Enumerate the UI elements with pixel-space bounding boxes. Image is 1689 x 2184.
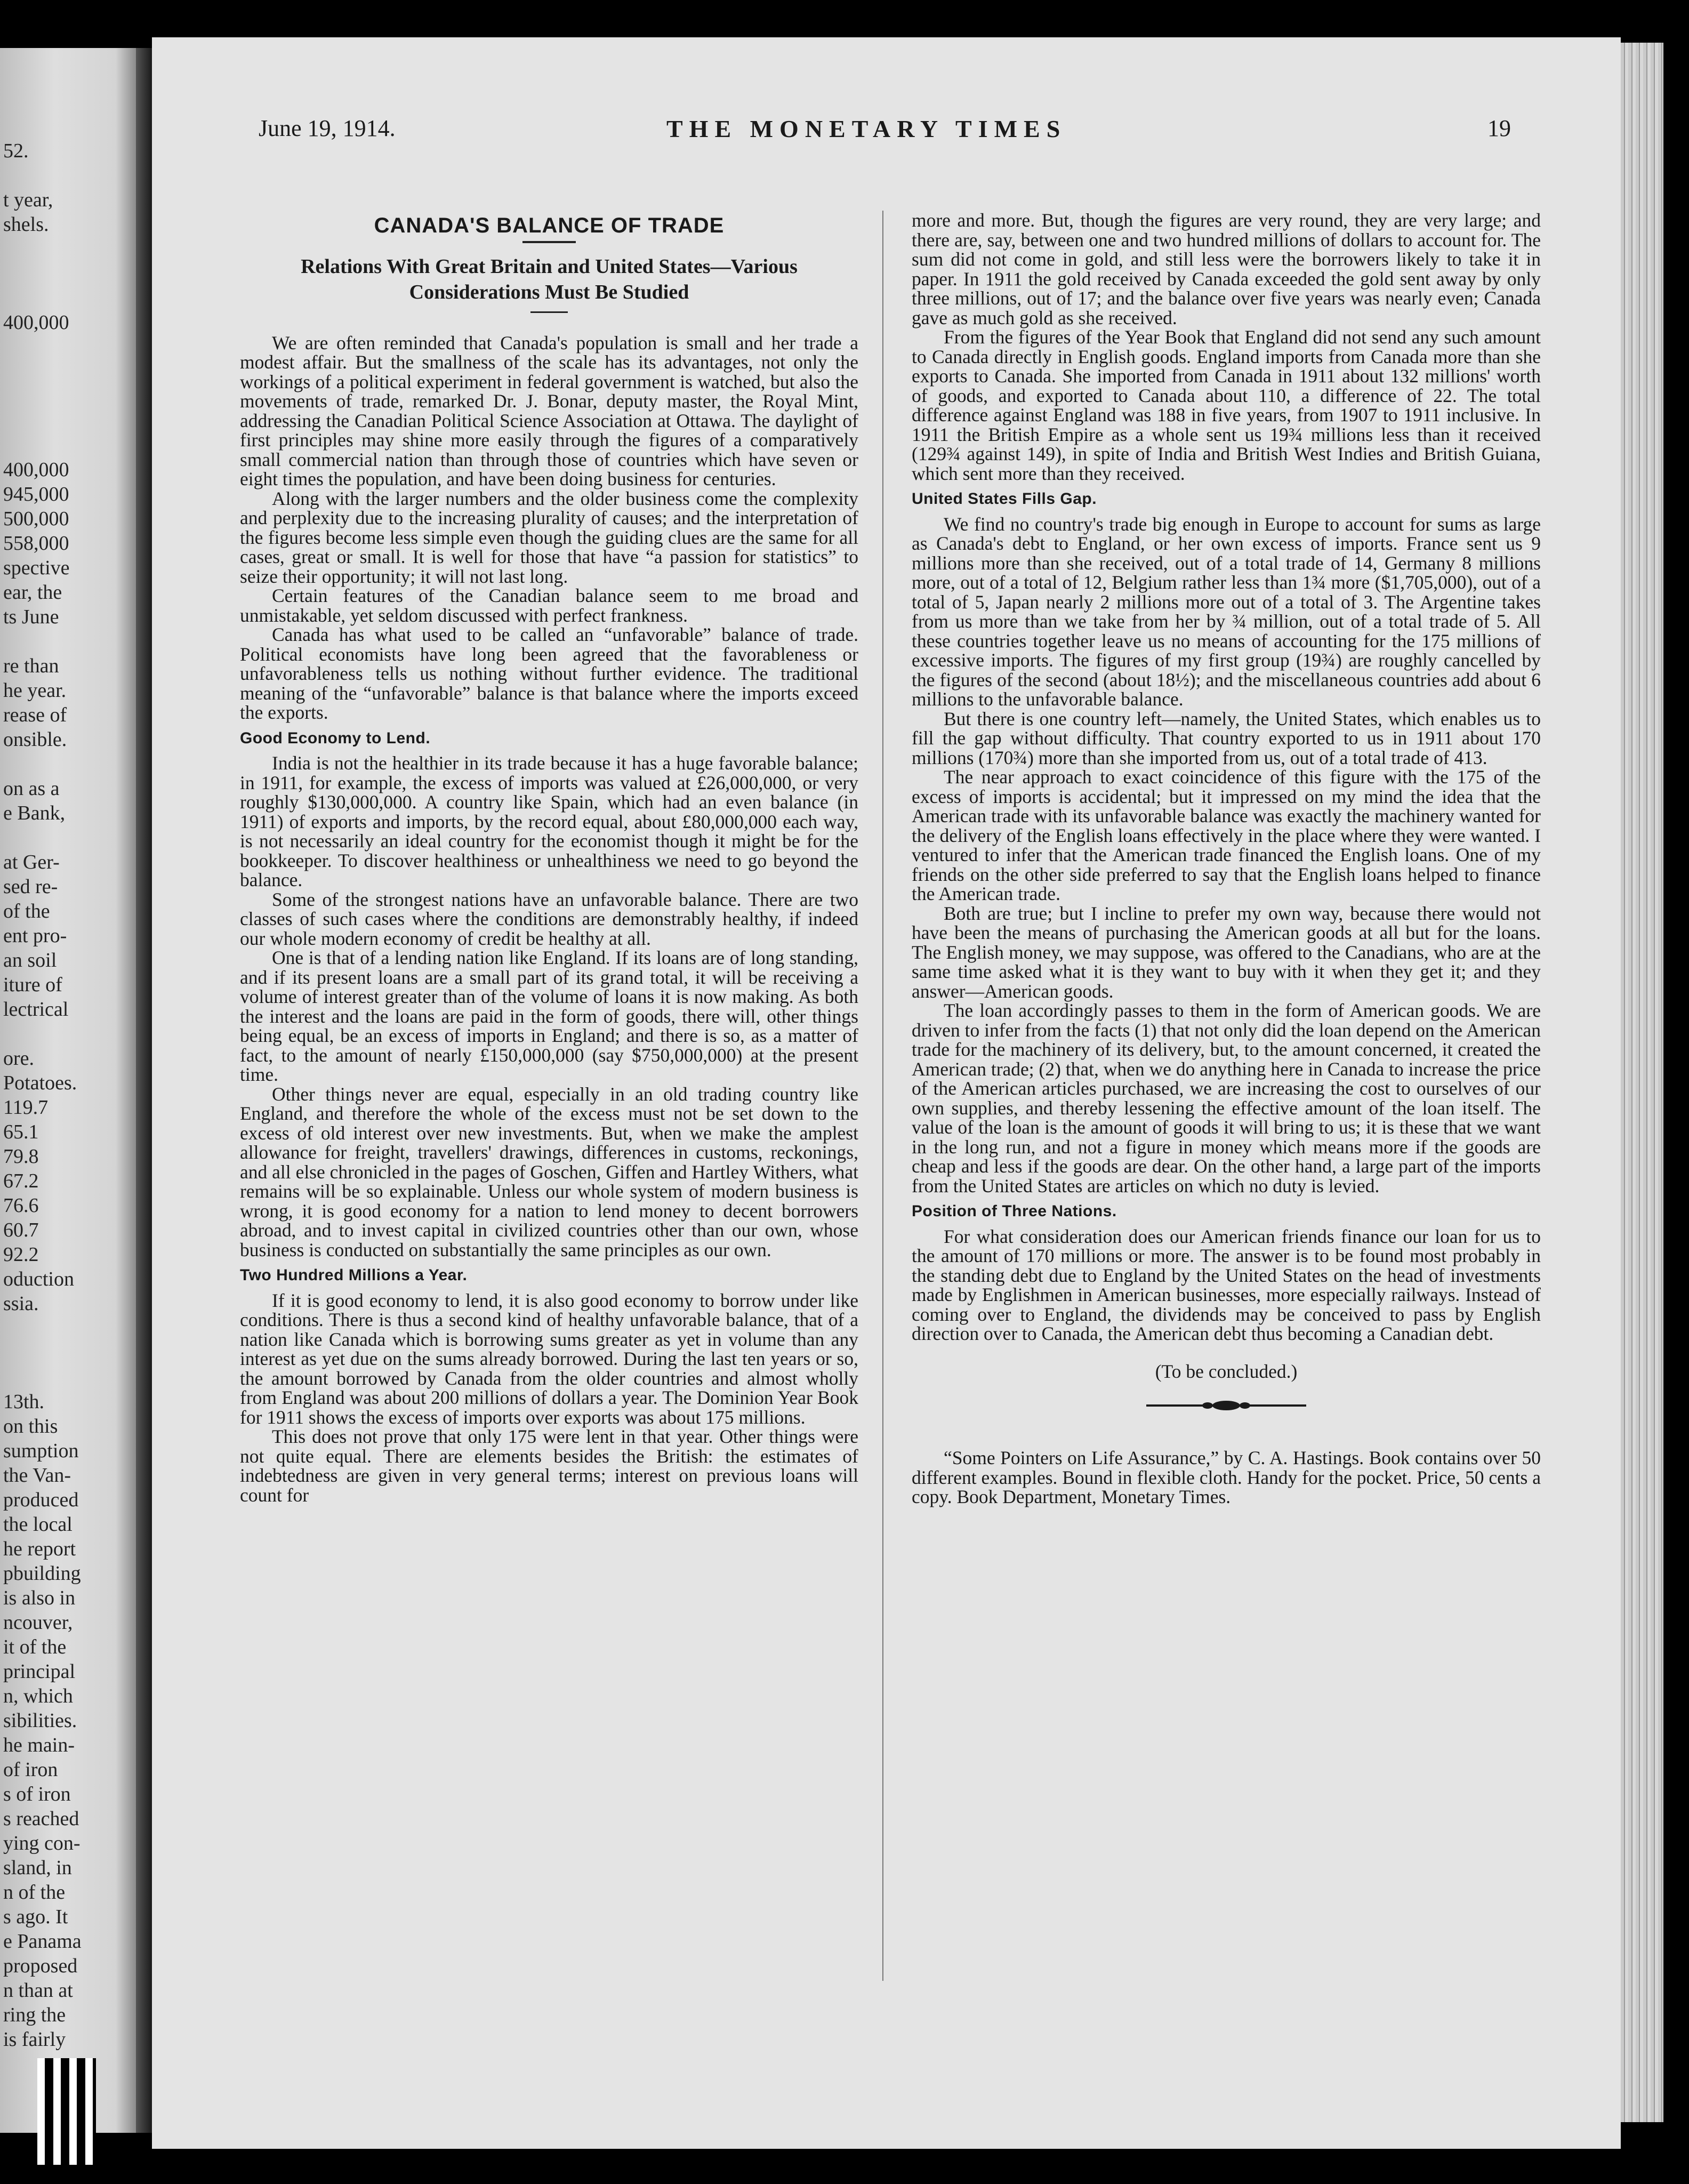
article-paragraph: If it is good economy to lend, it is also good economy to borrow under like conditions. There is thus a second kind of healthy unfavorable balance, that of a nation like Canada which is borrowing sums greater as yet in volume than any interest as yet due on the sums already borrowed. During the last ten years or so, the amount borrowed by Canada from the older countries and almost wholly from England was about 200 millions of dollars a year. The Dominion Year Book for 1911 shows the excess of imports over exports was about 175 millions. — [240, 1289, 858, 1428]
article-paragraph: more and more. But, though the figures are very round, they are very large; and there are, say, between one and two hundred millions of dollars to account for. The sum did not come in gold, and still less were the borrowers likely to take it in paper. In 1911 the gold received by Canada exceeded the gold sent away by only three millions, out of 17; and the balance over five years was nearly even; Canada gave as much gold as she received. — [912, 210, 1541, 328]
ornament-divider — [912, 1400, 1541, 1411]
book-advertisement — [912, 1448, 1541, 1507]
left-page-line: iture of — [3, 974, 62, 996]
left-page-line: re than — [3, 655, 59, 677]
article-paragraph: Both are true; but I incline to prefer my own way, because there would not have been the means of purchasing the American goods at all but for the loans. The English money, we may suppose, was offered to the Canadians, who are at the same time asked what it is they want to buy with it when they get it; and they answer—American goods. — [912, 902, 1541, 1002]
article-paragraph: For what consideration does our American friends finance our loan for us to the amount of 170 millions or more. The answer is to be found most probably in the standing debt due to England by the United States on the head of investments made by Englishmen in American businesses, more especially railways. Instead of coming over to England, the dividends may be conceived to pass by English direction over to Canada, the American debt thus becoming a Canadian debt. — [912, 1225, 1541, 1344]
left-page-line: principal — [3, 1660, 76, 1683]
left-page-line: on this — [3, 1415, 58, 1438]
article-paragraph: This does not prove that only 175 were lent in that year. Other things were not quite equal. There are elements besides the British: the estimates of indebtedness are given in very general terms; interest on previous loans will count for — [240, 1426, 858, 1506]
left-page-line: 52. — [3, 140, 29, 162]
article-paragraph: Certain features of the Canadian balance seem to me broad and unmistakable, yet seldom discussed with perfect frankness. — [240, 585, 858, 626]
left-page-line: at Ger- — [3, 851, 60, 873]
article-paragraph: We find no country's trade big enough in Europe to account for sums as large as Canada's debt to England, or her own excess of imports. France sent us 9 millions more than she received, out of a total trade of 14, Germany 8 millions more, out of a total of 12, Belgium rather less than 1¾ more ($1,705,000), out of a total of 5, Japan nearly 2 millions more out of a total of 3. The Argentine takes from us more than we take from her by ¾ million, out of a total trade of 5. All these countries together leave us no means of accounting for the 175 millions of excessive imports. The figures of my first group (19¾) are roughly cancelled by the figures of the second (about 18½); and the miscellaneous countries add about 6 millions to the unfavorable balance. — [912, 513, 1541, 710]
left-page-line — [3, 261, 134, 286]
left-page-line: sibilities. — [3, 1709, 77, 1732]
article-paragraph: One is that of a lending nation like England. If its loans are of long standing, and if its present loans are a small part of its grand total, it will be receiving a volume of interest greater than of the volume of loans it is now making. As both the interest and the loans are paid in the form of goods, there will, other things being equal, be an excess of imports in England; and there is so, as a matter of fact, to the amount of nearly £150,000,000 (say $750,000,000) at the present time. — [240, 947, 858, 1085]
publication-title: THE MONETARY TIMES — [666, 115, 1067, 142]
left-page-line — [3, 433, 134, 457]
left-page-line: ore. — [3, 1047, 35, 1070]
section-heading: Good Economy to Lend. — [240, 729, 431, 747]
left-page-line: produced — [3, 1489, 79, 1511]
left-page-line — [3, 384, 134, 408]
left-page-line — [3, 335, 134, 359]
left-page-line: ssia. — [3, 1292, 39, 1315]
article-subtitle — [240, 254, 858, 305]
left-page-line: sed re- — [3, 876, 58, 898]
left-column — [240, 211, 858, 1505]
left-page-line: spective — [3, 557, 70, 579]
article-paragraph: But there is one country left—namely, the United States, which enables us to fill the gap without difficulty. That country exported to us in 1911 about 170 millions (170¾) more than she imported from us, out of a total trade of 413. — [912, 708, 1541, 768]
left-page-line: e Bank, — [3, 802, 66, 824]
left-page-line: t year, — [3, 189, 53, 211]
left-page-line: ear, the — [3, 581, 62, 604]
left-page-line: he year. — [3, 679, 67, 702]
article-paragraph: Other things never are equal, especially in an old trading country like England, and therefore the whole of the excess must not be set down to the excess of old interest over new investments. But, when we make the amplest allowance for freight, travellers' drawings, differences in customs, reckonings, and all else chronicled in the pages of Goschen, Giffen and Hartley Withers, what remains will be so explainable. Unless our whole system of modern business is wrong, it is good economy for a nation to lend money to decent borrowers abroad, and to invest capital in civilized countries other than our own, whose business is conducted on substantially the same principles as our own. — [240, 1083, 858, 1260]
left-page-line: ts June — [3, 606, 59, 628]
left-page-line: an soil — [3, 949, 57, 971]
left-page-line — [3, 1365, 134, 1390]
left-column-body — [240, 333, 858, 1505]
left-page-line: 558,000 — [3, 532, 69, 555]
subtitle-rule — [530, 311, 568, 313]
left-page-line: 500,000 — [3, 508, 69, 530]
left-page-line: onsible. — [3, 728, 67, 751]
article-paragraph: The near approach to exact coincidence of this figure with the 175 of the excess of imports is accidental; but it impressed on my mind the idea that the American trade with its unfavorable balance was exactly the machinery wanted for the delivery of the English loans effectively in the place where they were wanted. I ventured to infer that the American trade financed the English loans. One of my friends on the other side preferred to say that the English loans helped to finance the American trade. — [912, 766, 1541, 904]
left-page-line: 119.7 — [3, 1096, 49, 1119]
left-page-line: n, which — [3, 1685, 73, 1707]
left-page-line: pbuilding — [3, 1562, 81, 1585]
page-number: 19 — [1487, 115, 1511, 141]
article-paragraph: From the figures of the Year Book that England did not send any such amount to Canada directly in English goods. England imports from Canada more than she exports to Canada. She imported from Canada in 1911 about 132 millions' worth of goods, and exported to Canada about 110, a difference of 22. The total difference against England was 188 in five years, from 1907 to 1911 inclusive. In 1911 the British Empire as a whole sent us 19¾ millions less than it received (129¾ against 149), in spite of India and British West Indies and British Guiana, which sent more than they received. — [912, 326, 1541, 484]
left-page-line: is also in — [3, 1587, 76, 1609]
issue-date: June 19, 1914. — [259, 115, 396, 141]
subtitle-line-2: Considerations Must Be Studied — [409, 280, 689, 303]
left-page-line: the local — [3, 1513, 73, 1536]
left-page-line: ent pro- — [3, 925, 67, 947]
left-page-line: 13th. — [3, 1391, 45, 1413]
ornament-divider-icon — [1146, 1400, 1306, 1411]
left-page-line — [3, 286, 134, 310]
left-page-line: Potatoes. — [3, 1072, 77, 1094]
left-page-line: s of iron — [3, 1783, 71, 1805]
left-page-line: shels. — [3, 213, 49, 236]
subtitle-line-1: Relations With Great Britain and United States—Various — [301, 255, 798, 278]
left-page-line: lectrical — [3, 998, 69, 1021]
left-page-line: 945,000 — [3, 483, 69, 505]
left-page-line: 67.2 — [3, 1170, 39, 1192]
to-be-concluded-note: (To be concluded.) — [1155, 1360, 1298, 1382]
left-page-line: 76.6 — [3, 1194, 39, 1217]
article-paragraph: Canada has what used to be called an “unfavorable” balance of trade. Political economists have long been agreed that the favorableness or unfavorableness tells us nothing without further evidence. The traditional meaning of the “unfavorable” balance is that balance where the imports exceed the exports. — [240, 624, 858, 723]
article-paragraph: Along with the larger numbers and the older business come the complexity and perplexity due to the increasing plurality of causes; and the interpretation of the figures become less simple even though the guiding clues are the same for all cases, great or small. It is well for those that have “a passion for statistics” to seize their opportunity; it will not last long. — [240, 487, 858, 587]
left-page-line: it of the — [3, 1636, 67, 1658]
left-page-line: 92.2 — [3, 1243, 39, 1266]
left-page-line — [3, 1022, 134, 1046]
right-column — [912, 211, 1541, 1507]
left-page-line — [3, 752, 134, 776]
left-page-line — [3, 1340, 134, 1365]
left-page-line — [3, 359, 134, 384]
left-page-line: 400,000 — [3, 459, 69, 481]
left-page-line: proposed — [3, 1955, 78, 1977]
left-page-line: s reached — [3, 1808, 79, 1830]
article-title: CANADA'S BALANCE OF TRADE — [374, 214, 725, 237]
left-page-line: on as a — [3, 777, 60, 800]
left-page-line: rease of — [3, 704, 67, 726]
left-page-line: he report — [3, 1538, 76, 1560]
left-page-line: 79.8 — [3, 1145, 39, 1168]
left-page-line: ncouver, — [3, 1611, 73, 1634]
left-page-line — [3, 1316, 134, 1340]
left-page-line — [3, 629, 134, 654]
left-page-line: s ago. It — [3, 1906, 68, 1928]
left-page-line: n of the — [3, 1881, 66, 1904]
left-page-line: sland, in — [3, 1857, 72, 1879]
binding-marks — [37, 2058, 96, 2165]
left-page-line: of the — [3, 900, 50, 922]
left-page-line: e Panama — [3, 1930, 82, 1953]
book-gutter — [136, 48, 152, 2133]
left-page-line: he main- — [3, 1734, 75, 1756]
left-page-line: sumption — [3, 1440, 79, 1462]
left-page-line — [3, 163, 134, 188]
left-page-line: ring the — [3, 2004, 66, 2026]
left-page-line: 60.7 — [3, 1219, 39, 1241]
left-page-line — [3, 825, 134, 850]
left-page-line — [3, 237, 134, 261]
advertisement-text: “Some Pointers on Life Assurance,” by C. A. Hastings. Book contains over 50 different examples. Bound in flexible cloth. Handy for the pocket. Price, 50 cents a copy. Book Department, Monetary Times. — [912, 1447, 1541, 1507]
page-edges — [1621, 43, 1663, 2122]
left-page-line: is fairly — [3, 2028, 66, 2051]
section-heading: Position of Three Nations. — [912, 1202, 1117, 1220]
section-heading: United States Fills Gap. — [912, 490, 1097, 508]
right-column-body — [912, 211, 1541, 1344]
article-paragraph: Some of the strongest nations have an unfavorable balance. There are two classes of such cases where the conditions are demonstrably healthy, if indeed our whole modern economy of credit be healthy at all. — [240, 888, 858, 949]
left-page-line: 65.1 — [3, 1121, 39, 1143]
left-page-line: 400,000 — [3, 311, 69, 334]
left-page-line: oduction — [3, 1268, 74, 1290]
left-page-line — [3, 408, 134, 433]
section-heading: Two Hundred Millions a Year. — [240, 1266, 468, 1284]
left-page-line: n than at — [3, 1979, 73, 2002]
left-page-line: ying con- — [3, 1832, 81, 1854]
left-page-cropped-text — [3, 139, 134, 2052]
article-paragraph: India is not the healthier in its trade because it has a huge favorable balance; in 1911, for example, the excess of imports was valued at £26,000,000, or very roughly $130,000,000. A country like Spain, which had an even balance (in 1911) of exports and imports, by the record equal, about £80,000,000 each way, is not necessarily an ideal country for the economist though it might be for the bookkeeper. To discover healthiness or unhealthiness we need to go beyond the balance. — [240, 752, 858, 890]
left-page-line: the Van- — [3, 1464, 71, 1487]
title-rule — [522, 241, 576, 243]
column-rule — [882, 211, 883, 1981]
article-paragraph: The loan accordingly passes to them in the form of American goods. We are driven to infer from the facts (1) that not only did the loan depend on the American trade for the machinery of its delivery, but, to the amount concerned, it created the American trade; (2) that, when we do anything here in Canada to increase the price of the American articles purchased, we are increasing the cost to ourselves of our own supplies, and thereby lessening the effective amount of the loan itself. The value of the loan is the amount of goods it will bring to us; it is these that we want in the long run, and not a figure in money which means more if the goods are cheap and less if the goods are dear. On the other hand, a large part of the imports from the United States are articles on which no duty is levied. — [912, 1000, 1541, 1197]
left-page-line: of iron — [3, 1759, 58, 1781]
left-facing-page — [0, 48, 136, 2133]
article-paragraph: We are often reminded that Canada's population is small and her trade a modest affair. But the smallness of the scale has its advantages, not only the workings of a political experiment in federal government is watched, but also the movements of trade, remarked Dr. J. Bonar, deputy master, the Royal Mint, addressing the Canadian Political Science Association at Ottawa. The daylight of first principles may shine more easily through the figures of a comparatively small commercial nation than through those of countries which have seven or eight times the population, and have been doing business for centuries. — [240, 332, 858, 489]
